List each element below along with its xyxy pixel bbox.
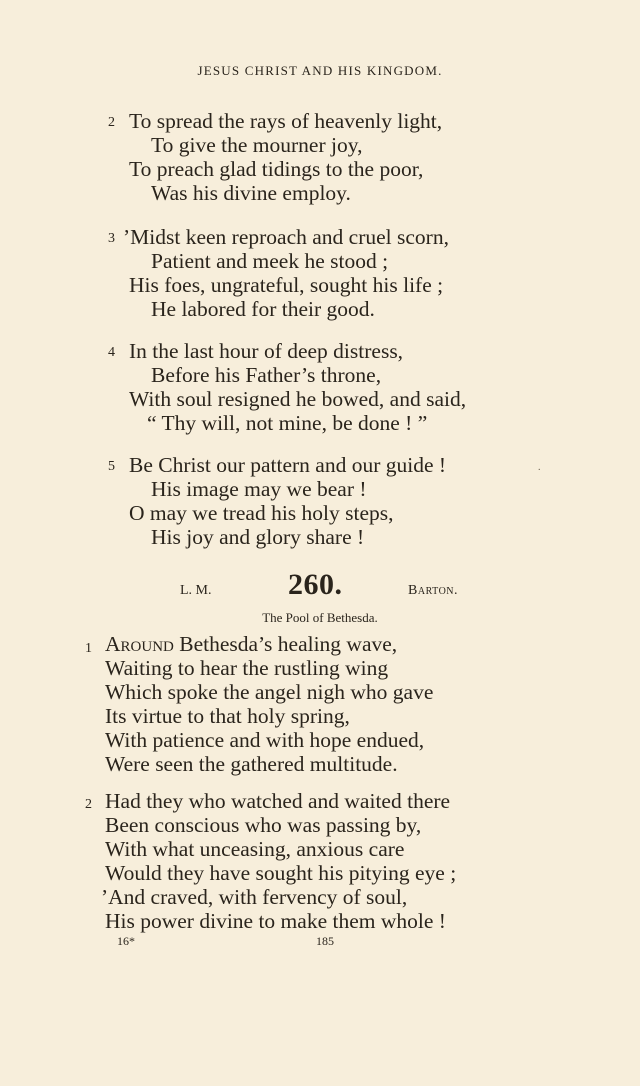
verse-line: Be Christ our pattern and our guide ! <box>129 453 447 477</box>
verse-line: His joy and glory share ! <box>151 525 365 549</box>
verse-line: Would they have sought his pitying eye ; <box>105 861 457 885</box>
verse-line: Was his divine employ. <box>151 181 351 205</box>
first-line-rest: Bethesda’s healing wave, <box>173 632 398 656</box>
stanza-number: 3 <box>108 231 115 246</box>
verse-line: Were seen the gathered multitude. <box>105 752 398 776</box>
stanza-number: 5 <box>108 459 115 474</box>
stanza-number: 2 <box>85 797 92 812</box>
verse-line: To spread the rays of heavenly light, <box>129 109 443 133</box>
verse-line: In the last hour of deep distress, <box>129 339 404 363</box>
verse-line: ’And craved, with fervency of soul, <box>101 885 408 909</box>
verse-line: His image may we bear ! <box>151 477 367 501</box>
hymn-meter: L. M. <box>180 583 212 598</box>
running-head: JESUS CHRIST AND HIS KINGDOM. <box>197 63 443 78</box>
verse-line: With soul resigned he bowed, and said, <box>129 387 467 411</box>
tune-rest: arton. <box>417 583 459 598</box>
stray-mark: . <box>538 462 541 473</box>
verse-line <box>105 632 397 656</box>
verse-line: ’Midst keen reproach and cruel scorn, <box>123 225 449 249</box>
tune-name <box>408 583 458 599</box>
verse-line: Had they who watched and waited there <box>105 789 451 813</box>
hymn-header <box>0 568 640 602</box>
page-number: 185 <box>316 934 334 948</box>
verse-line: Before his Father’s throne, <box>151 363 382 387</box>
verse-line: Which spoke the angel nigh who gave <box>105 680 434 704</box>
stanza-number: 1 <box>85 641 92 656</box>
verse-line: With patience and with hope endued, <box>105 728 425 752</box>
tune-initial: B <box>408 583 418 598</box>
verse-line: His power divine to make them whole ! <box>105 909 446 933</box>
hymn-title: The Pool of Bethesda. <box>262 610 378 625</box>
verse-line: Waiting to hear the rustling wing <box>105 656 389 680</box>
verse-line: To preach glad tidings to the poor, <box>129 157 424 181</box>
verse-line: He labored for their good. <box>151 297 375 321</box>
stanza-number: 2 <box>108 115 115 130</box>
first-word: Around <box>105 632 174 656</box>
verse-line: With what unceasing, anxious care <box>105 837 405 861</box>
verse-line: His foes, ungrateful, sought his life ; <box>129 273 444 297</box>
verse-line: Been conscious who was passing by, <box>105 813 422 837</box>
verse-line: “ Thy will, not mine, be done ! ” <box>147 411 428 435</box>
verse-line: O may we tread his holy steps, <box>129 501 394 525</box>
signature-mark: 16* <box>117 934 135 948</box>
stanza-number: 4 <box>108 345 115 360</box>
verse-line: Its virtue to that holy spring, <box>105 704 350 728</box>
verse-line: Patient and meek he stood ; <box>151 249 389 273</box>
hymn-number: 260. <box>288 568 343 601</box>
verse-line: To give the mourner joy, <box>151 133 363 157</box>
